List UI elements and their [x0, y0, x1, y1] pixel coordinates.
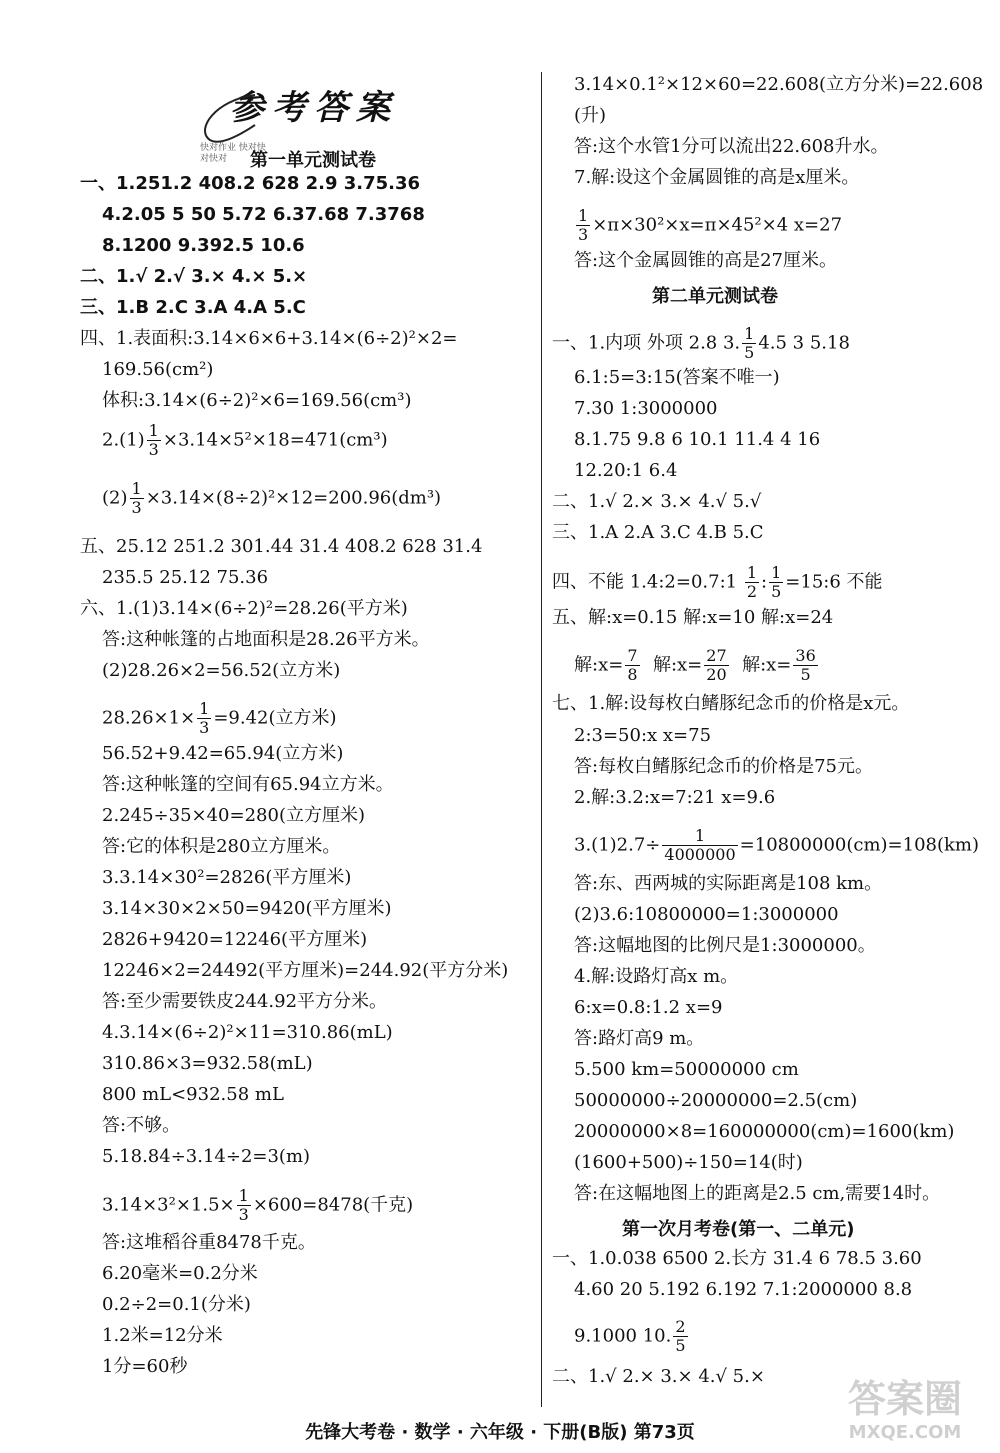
fraction-denominator: 8: [627, 665, 638, 684]
answer-line: 体积:3.14×(6÷2)²×6=169.56(cm³): [102, 390, 412, 411]
answer-line: 4.60 20 5.192 6.192 7.1:2000000 8.8: [574, 1279, 913, 1300]
answer-line: 5.18.84÷3.14÷2=3(m): [102, 1146, 311, 1167]
fraction-denominator: 2: [746, 582, 758, 601]
answer-line: 56.52+9.42=65.94(立方米): [102, 743, 344, 764]
fraction: [704, 647, 728, 684]
watermark-stamp: 快对作业 快对快对快对: [200, 143, 266, 164]
answer-text: =10800000(cm)=108(km): [739, 834, 980, 856]
answer-line: [552, 207, 842, 244]
answer-line: 2.245÷35×40=280(立方厘米): [102, 805, 365, 826]
answer-line: 七、1.解:设每枚白鳍豚纪念币的价格是x元。: [552, 693, 910, 714]
watermark-sub-text: MXQE.COM: [848, 1422, 962, 1443]
answer-text: ×3.14×5²×18=471(cm³): [162, 429, 388, 451]
answer-line: 1.2米=12分米: [102, 1325, 223, 1346]
fraction-denominator: 5: [771, 582, 782, 601]
answer-text: 3.(1)2.7÷: [574, 834, 661, 856]
answer-line: 五、解:x=0.15 解:x=10 解:x=24: [552, 607, 834, 628]
fraction-denominator: 3: [238, 1205, 249, 1224]
answer-line: 8.1.75 9.8 6 10.1 11.4 4 16: [574, 429, 821, 450]
answer-line: 答:路灯高9 m。: [574, 1028, 705, 1049]
fraction: [673, 1318, 687, 1355]
answer-line: 12246×2=24492(平方厘米)=244.92(平方分米): [102, 960, 509, 981]
answer-line: 四、不能 1.4:2=0.7:1 $\frac{1}{2}$ : $\frac{1}{5}$ =15:6 不能: [552, 563, 883, 601]
page-title: 参考答案: [230, 88, 398, 128]
column-divider: [541, 72, 542, 1407]
fraction-denominator: 20: [706, 665, 727, 684]
answer-text: 28.26×1×: [102, 707, 196, 729]
fraction: [576, 207, 590, 244]
fraction-numerator: 2: [675, 1317, 686, 1336]
fraction-denominator: 5: [675, 1336, 686, 1355]
answer-line: 2826+9420=12246(平方厘米): [102, 929, 368, 950]
answer-line: 答:这堆稻谷重8478千克。: [102, 1232, 316, 1253]
answer-line: 0.2÷2=0.1(分米): [102, 1294, 251, 1315]
answer-line: [80, 700, 337, 737]
answer-line: [552, 827, 979, 864]
answer-line: 二、1.√ 2.× 3.× 4.√ 5.√: [552, 491, 762, 512]
fraction-denominator: 3: [148, 440, 159, 459]
answer-line: 6:x=0.8:1.2 x=9: [574, 997, 723, 1018]
fraction-numerator: 1: [771, 563, 782, 582]
answer-line: 五、25.12 251.2 301.44 31.4 408.2 628 31.4: [80, 536, 483, 557]
fraction: [147, 422, 161, 459]
fraction-numerator: 36: [795, 646, 816, 665]
answer-line: 答:这种帐篷的占地面积是28.26平方米。: [102, 629, 430, 650]
answer-line: 2.解:3.2:x=7:21 x=9.6: [574, 787, 776, 808]
answer-text: 2.(1): [102, 429, 145, 451]
answer-text: 3.14×3²×1.5×: [102, 1194, 235, 1216]
answer-text: =15:6 不能: [785, 571, 883, 593]
answer-line: 三、1.B 2.C 3.A 4.A 5.C: [80, 297, 306, 318]
answer-line: (升): [574, 105, 607, 126]
fraction-numerator: 1: [744, 324, 755, 343]
fraction-numerator: 1: [199, 699, 210, 718]
fraction-denominator: 3: [199, 718, 210, 737]
answer-line: (2)28.26×2=56.52(立方米): [102, 660, 341, 681]
answer-text: 四、不能 1.4:2=0.7:1: [552, 571, 738, 593]
answer-line: 3.3.14×30²=2826(平方厘米): [102, 867, 352, 888]
fraction: [130, 480, 144, 517]
answer-line: 5.500 km=50000000 cm: [574, 1059, 799, 1080]
answer-line: 答:这幅地图的比例尺是1:3000000。: [574, 935, 876, 956]
answer-line: 答:每枚白鳍豚纪念币的价格是75元。: [574, 756, 873, 777]
fraction: [745, 564, 759, 601]
answer-line: [552, 647, 820, 684]
answer-line: 6.1:5=3:15(答案不唯一): [574, 367, 780, 388]
answer-text: 解:x=: [652, 654, 703, 676]
answer-line: 一、1.251.2 408.2 628 2.9 3.75.36: [80, 173, 421, 194]
answer-line: 169.56(cm²): [102, 359, 214, 380]
answer-line: 3.14×0.1²×12×60=22.608(立方分米)=22.608: [574, 74, 984, 95]
unit1-title: 第一单元测试卷: [250, 150, 376, 171]
answer-line: 20000000×8=160000000(cm)=1600(km): [574, 1121, 955, 1142]
answer-text: 解:x=: [574, 654, 624, 676]
answer-line: 7.30 1:3000000: [574, 398, 718, 419]
fraction-numerator: 1: [662, 827, 737, 846]
answer-line: [80, 1187, 413, 1224]
fraction: [769, 564, 783, 601]
fraction: [237, 1187, 251, 1224]
fraction-numerator: 1: [131, 479, 142, 498]
answer-line: 4.2.05 5 50 5.72 6.37.68 7.3768: [102, 204, 425, 225]
fraction: [742, 325, 756, 362]
answer-line: [552, 1318, 690, 1355]
answer-line: 50000000÷20000000=2.5(cm): [574, 1090, 858, 1111]
answer-line: 答:这种帐篷的空间有65.94立方米。: [102, 774, 394, 795]
answer-text: 4.5 3 5.18: [758, 332, 850, 354]
answer-line: 二、1.√ 2.× 3.× 4.√ 5.×: [552, 1366, 765, 1387]
fraction-numerator: 1: [578, 206, 589, 225]
answer-line: 答:东、西两城的实际距离是108 km。: [574, 873, 883, 894]
fraction: [662, 827, 737, 864]
answer-text: =9.42(立方米): [213, 707, 337, 729]
answer-line: 一、1.0.038 6500 2.长方 31.4 6 78.5 3.60: [552, 1248, 922, 1269]
answer-line: 答:它的体积是280立方厘米。: [102, 836, 341, 857]
unit2-title: 第二单元测试卷: [652, 286, 778, 307]
answer-text: ×3.14×(8÷2)²×12=200.96(dm³): [145, 487, 442, 509]
answer-line: 四、1.表面积:3.14×6×6+3.14×(6÷2)²×2=: [80, 328, 458, 349]
answer-line: 3.14×30×2×50=9420(平方厘米): [102, 898, 392, 919]
answer-text: 解:x=: [742, 654, 792, 676]
fraction: [197, 700, 211, 737]
answer-line: 800 mL<932.58 mL: [102, 1084, 284, 1105]
fraction-numerator: 1: [746, 563, 758, 582]
answer-line: [80, 422, 388, 459]
answer-line: 12.20:1 6.4: [574, 460, 678, 481]
answer-line: 4.3.14×(6÷2)²×11=310.86(mL): [102, 1022, 393, 1043]
answer-line: 310.86×3=932.58(mL): [102, 1053, 313, 1074]
fraction-denominator: 4000000: [664, 845, 736, 864]
answer-line: 答:不够。: [102, 1115, 181, 1136]
answer-text: ×π×30²×x=π×45²×4 x=27: [592, 214, 843, 236]
answer-text: (2): [102, 487, 128, 509]
fraction-numerator: 27: [706, 646, 727, 665]
answer-line: 6.20毫米=0.2分米: [102, 1263, 258, 1284]
watermark-main-text: 答案圈: [847, 1377, 963, 1421]
monthly-exam-title: 第一次月考卷(第一、二单元): [622, 1219, 855, 1240]
answer-line: 7.解:设这个金属圆锥的高是x厘米。: [574, 167, 860, 188]
fraction-denominator: 3: [131, 498, 142, 517]
fraction-numerator: 7: [627, 646, 638, 665]
fraction-denominator: 3: [578, 225, 589, 244]
answer-line: 235.5 25.12 75.36: [102, 567, 269, 588]
answer-text: ×600=8478(千克): [252, 1194, 414, 1216]
answer-line: (1600+500)÷150=14(时): [574, 1152, 803, 1173]
answer-line: 答:这个金属圆锥的高是27厘米。: [574, 250, 837, 271]
answer-line: 答:这个水管1分可以流出22.608升水。: [574, 136, 889, 157]
answer-line: 8.1200 9.392.5 10.6: [102, 235, 305, 256]
answer-line: 三、1.A 2.A 3.C 4.B 5.C: [552, 522, 764, 543]
answer-line: [552, 325, 850, 362]
title-swoosh-decoration: [195, 90, 285, 150]
answer-line: 2:3=50:x x=75: [574, 725, 712, 746]
answer-line: 答:至少需要铁皮244.92平方分米。: [102, 991, 388, 1012]
answer-line: 二、1.√ 2.√ 3.× 4.× 5.×: [80, 266, 308, 287]
fraction-numerator: 1: [148, 421, 159, 440]
answer-line: [80, 480, 441, 517]
answer-line: 1分=60秒: [102, 1356, 188, 1377]
answer-line: 六、1.(1)3.14×(6÷2)²=28.26(平方米): [80, 598, 408, 619]
fraction: [793, 647, 817, 684]
fraction-denominator: 5: [800, 665, 811, 684]
answer-text: 9.1000 10.: [574, 1325, 672, 1347]
fraction-denominator: 5: [744, 343, 755, 362]
fraction: [625, 647, 639, 684]
answer-text: 一、1.内项 外项 2.8 3.: [552, 332, 741, 354]
page-footer: 先锋大考卷 · 数学 · 六年级 · 下册(B版) 第73页: [305, 1422, 695, 1443]
fraction-numerator: 1: [238, 1186, 249, 1205]
answer-line: 答:在这幅地图上的距离是2.5 cm,需要14时。: [574, 1183, 941, 1204]
answer-line: 4.解:设路灯高x m。: [574, 966, 739, 987]
answer-line: (2)3.6:10800000=1:3000000: [574, 904, 839, 925]
